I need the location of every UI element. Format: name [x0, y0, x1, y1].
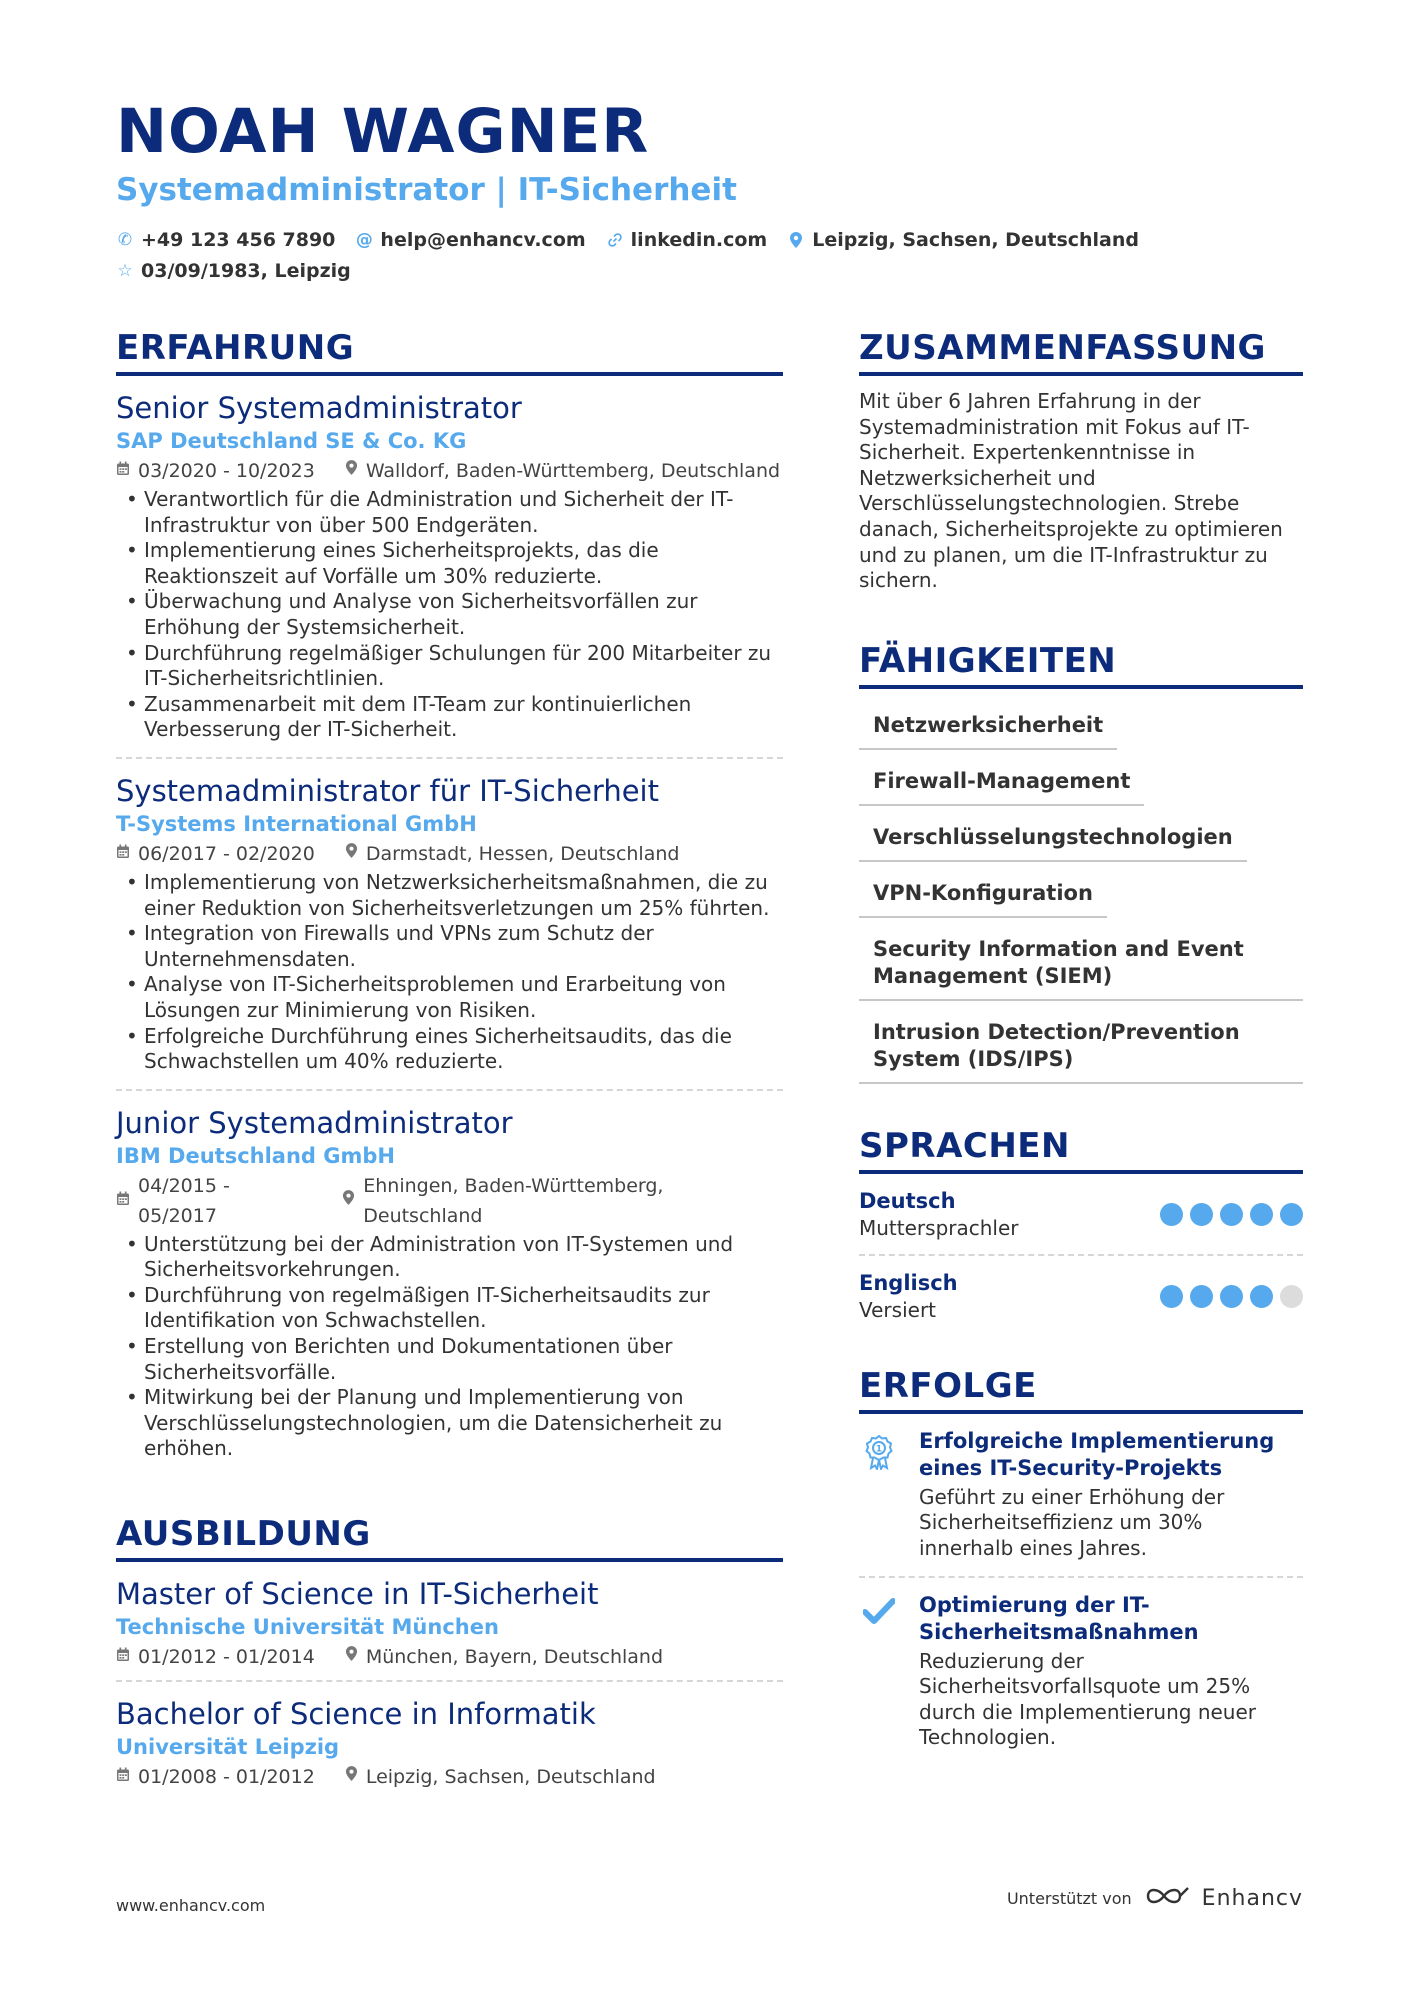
- job-title: Systemadministrator für IT-Sicherheit: [116, 773, 659, 808]
- entry-location-text: Walldorf, Baden-Württemberg, Deutschland: [365, 460, 781, 482]
- experience-list: [116, 376, 783, 1476]
- entry-meta: [116, 1171, 783, 1231]
- bullet-item: • Mitwirkung bei der Planung und Implementierung von Verschlüsselungstechnologien, um die Datensicherheit zu erhöhen.: [116, 1385, 783, 1462]
- education-entry: [116, 1682, 783, 1800]
- bullet-item: • Implementierung von Netzwerksicherheitsmaßnahmen, die zu einer Reduktion von Sicherheitsverletzungen um 25% führten.: [116, 870, 783, 921]
- company-name: T-Systems International GmbH: [116, 811, 477, 836]
- bullet-list: [116, 870, 783, 1075]
- skills-list: [859, 703, 1303, 1084]
- map-pin-icon: [345, 456, 358, 486]
- bullet-item: • Implementierung eines Sicherheitsprojekts, das die Reaktionszeit auf Vorfälle um 30% reduzierte.: [116, 538, 783, 589]
- bullet-item: • Erfolgreiche Durchführung eines Sicherheitsaudits, das die Schwachstellen um 40% reduzierte.: [116, 1024, 783, 1075]
- calendar-icon: [116, 1642, 130, 1672]
- skill-tag: Netzwerksicherheit: [859, 703, 1117, 750]
- contact-info: [116, 229, 1316, 291]
- at-icon: @: [355, 230, 373, 250]
- bullet-item: • Durchführung regelmäßiger Schulungen für 200 Mitarbeiter zu IT-Sicherheitsrichtlinien.: [116, 641, 783, 692]
- education-section-title: AUSBILDUNG: [116, 1514, 783, 1562]
- experience-entry: [116, 376, 783, 759]
- rating-dot: [1280, 1285, 1303, 1308]
- birth: [116, 260, 351, 282]
- bullet-item: • Integration von Firewalls und VPNs zum Schutz der Unternehmensdaten.: [116, 921, 783, 972]
- skill-tag: Verschlüsselungstechnologien: [859, 815, 1247, 862]
- company-name: SAP Deutschland SE & Co. KG: [116, 429, 467, 453]
- bullet-item: • Verantwortlich für die Administration und Sicherheit der IT-Infrastruktur von über 500 Endgeräten.: [116, 487, 783, 538]
- languages-section-title: SPRACHEN: [859, 1126, 1303, 1174]
- left-column: [116, 328, 783, 1800]
- job-title: Senior Systemadministrator: [116, 391, 522, 425]
- skill-item: [859, 759, 1303, 806]
- language-name: Englisch: [859, 1270, 958, 1295]
- achievement-entry: [859, 1578, 1303, 1765]
- achievement-desc: Reduzierung der Sicherheitsvorfallsquote um 25% durch die Implementierung neuer Technologien.: [919, 1648, 1257, 1750]
- company-name: IBM Deutschland GmbH: [116, 1143, 395, 1168]
- proficiency-rating: [1160, 1203, 1303, 1226]
- skill-item: [859, 703, 1303, 750]
- checkmark-icon: [859, 1592, 899, 1751]
- experience-section-title: ERFAHRUNG: [116, 328, 783, 376]
- job-title: Junior Systemadministrator: [116, 1105, 513, 1140]
- entry-dates-text: 04/2015 - 05/2017: [138, 1174, 230, 1227]
- achievement-title: Erfolgreiche Implementierung eines IT-Security-Projekts: [919, 1428, 1275, 1480]
- entry-meta: [116, 839, 783, 869]
- skill-item: [859, 927, 1303, 1001]
- skill-item: [859, 815, 1303, 862]
- entry-dates: [116, 1762, 315, 1792]
- footer-website[interactable]: www.enhancv.com: [116, 1896, 266, 1915]
- link-icon: [606, 232, 624, 248]
- achievements-section-title: ERFOLGE: [859, 1366, 1303, 1414]
- school-name: Technische Universität München: [116, 1615, 499, 1640]
- language-level: Muttersprachler: [859, 1215, 1019, 1240]
- map-pin-icon: [787, 231, 805, 249]
- phone-text: +49 123 456 7890: [141, 229, 336, 251]
- bullet-list: [116, 1232, 783, 1462]
- entry-dates-text: 01/2008 - 01/2012: [138, 1766, 315, 1789]
- entry-meta: [116, 1762, 783, 1792]
- bullet-item: • Überwachung und Analyse von Sicherheitsvorfällen zur Erhöhung der Systemsicherheit.: [116, 589, 783, 640]
- proficiency-rating: [1160, 1285, 1303, 1308]
- language-entry: [859, 1174, 1303, 1256]
- skill-tag: Firewall-Management: [859, 759, 1144, 806]
- bullet-item: • Unterstützung bei der Administration von IT-Systemen und Sicherheitsvorkehrungen.: [116, 1232, 783, 1283]
- entry-dates: [116, 1171, 312, 1231]
- entry-location: [345, 839, 680, 869]
- location: [787, 229, 1139, 251]
- phone-icon: ✆: [117, 230, 133, 250]
- entry-location-text: Ehningen, Baden-Württemberg, Deutschland: [363, 1174, 664, 1227]
- experience-entry: [116, 759, 783, 1091]
- map-pin-icon: [342, 1186, 355, 1216]
- rating-dot: [1220, 1285, 1243, 1308]
- calendar-icon: [116, 839, 130, 869]
- skill-tag: Security Information and Event Management (SIEM): [859, 927, 1303, 1001]
- entry-location: [342, 1171, 783, 1231]
- skill-tag: VPN-Konfiguration: [859, 871, 1107, 918]
- calendar-icon: [116, 456, 130, 486]
- achievement-entry: [859, 1414, 1303, 1578]
- svg-text:1: 1: [875, 1444, 883, 1455]
- map-pin-icon: [345, 1762, 358, 1792]
- skills-section-title: FÄHIGKEITEN: [859, 641, 1303, 689]
- linkedin[interactable]: [606, 229, 768, 251]
- degree-title: Master of Science in IT-Sicherheit: [116, 1577, 599, 1612]
- footer-branding: [1007, 1884, 1303, 1912]
- linkedin-text[interactable]: linkedin.com: [630, 229, 768, 251]
- enhancv-logo-icon: [1144, 1884, 1190, 1912]
- powered-by-text: Unterstützt von: [1006, 1888, 1132, 1908]
- language-name: Deutsch: [859, 1188, 956, 1213]
- calendar-icon: [116, 1762, 130, 1792]
- candidate-name: NOAH WAGNER: [116, 96, 650, 167]
- entry-location: [345, 1642, 663, 1672]
- rating-dot: [1190, 1203, 1213, 1226]
- skill-item: [859, 1010, 1303, 1084]
- education-entry: [116, 1562, 783, 1682]
- headline: Systemadministrator | IT-Sicherheit: [116, 172, 737, 208]
- entry-dates: [116, 839, 315, 869]
- entry-dates: [116, 1642, 315, 1672]
- bullet-list: [116, 487, 783, 743]
- entry-dates-text: 03/2020 - 10/2023: [138, 460, 315, 482]
- email[interactable]: [355, 229, 585, 251]
- school-name: Universität Leipzig: [116, 1735, 340, 1760]
- language-entry: [859, 1256, 1303, 1336]
- summary-text: Mit über 6 Jahren Erfahrung in der Systemadministration mit Fokus auf IT-Sicherheit. Expertenkenntnisse in Netzwerksicherheit und Verschlüsselungstechnologien. Strebe danach, Sicherheitsprojekte zu optimieren und zu planen, um die IT-Infrastruktur zu sichern.: [859, 389, 1283, 593]
- skill-item: [859, 871, 1303, 918]
- bullet-item: • Durchführung von regelmäßigen IT-Sicherheitsaudits zur Identifikation von Schwachstellen.: [116, 1283, 783, 1334]
- bullet-item: • Zusammenarbeit mit dem IT-Team zur kontinuierlichen Verbesserung der IT-Sicherheit.: [116, 692, 783, 743]
- summary-section-title: ZUSAMMENFASSUNG: [859, 328, 1303, 376]
- bullet-item: • Analyse von IT-Sicherheitsproblemen und Erarbeitung von Lösungen zur Minimierung von Risiken.: [116, 972, 783, 1023]
- skill-tag: Intrusion Detection/Prevention System (IDS/IPS): [859, 1010, 1303, 1084]
- right-column: [859, 328, 1303, 1765]
- birth-text: 03/09/1983, Leipzig: [141, 260, 351, 282]
- achievements-list: [859, 1414, 1303, 1765]
- award-icon: [859, 1428, 899, 1562]
- entry-dates-text: 01/2012 - 01/2014: [138, 1646, 315, 1669]
- rating-dot: [1160, 1285, 1183, 1308]
- rating-dot: [1280, 1203, 1303, 1226]
- languages-list: [859, 1174, 1303, 1336]
- star-icon: ☆: [117, 261, 133, 281]
- bullet-item: • Erstellung von Berichten und Dokumentationen über Sicherheitsvorfälle.: [116, 1334, 783, 1385]
- entry-dates: [116, 456, 315, 486]
- location-text: Leipzig, Sachsen, Deutschland: [812, 229, 1140, 251]
- entry-dates-text: 06/2017 - 02/2020: [138, 842, 315, 865]
- rating-dot: [1160, 1203, 1183, 1226]
- rating-dot: [1220, 1203, 1243, 1226]
- entry-location-text: Leipzig, Sachsen, Deutschland: [365, 1766, 656, 1789]
- achievement-body: [919, 1592, 1303, 1751]
- entry-location: [345, 456, 780, 486]
- experience-entry: [116, 1091, 783, 1476]
- entry-location-text: München, Bayern, Deutschland: [365, 1646, 664, 1669]
- entry-location: [345, 1762, 656, 1792]
- calendar-icon: [116, 1186, 130, 1216]
- language-level: Versiert: [859, 1297, 937, 1322]
- degree-title: Bachelor of Science in Informatik: [116, 1697, 596, 1732]
- entry-location-text: Darmstadt, Hessen, Deutschland: [365, 842, 680, 865]
- map-pin-icon: [345, 1642, 358, 1672]
- entry-meta: [116, 456, 783, 486]
- entry-meta: [116, 1642, 783, 1672]
- phone: [116, 229, 335, 251]
- education-list: [116, 1562, 783, 1800]
- achievement-body: [919, 1428, 1303, 1562]
- rating-dot: [1250, 1285, 1273, 1308]
- achievement-title: Optimierung der IT-Sicherheitsmaßnahmen: [919, 1592, 1199, 1644]
- language-info: [859, 1187, 1019, 1242]
- language-info: [859, 1269, 958, 1324]
- rating-dot: [1250, 1203, 1273, 1226]
- rating-dot: [1190, 1285, 1213, 1308]
- brand-name: Enhancv: [1201, 1885, 1303, 1911]
- email-text[interactable]: help@enhancv.com: [380, 229, 586, 251]
- achievement-desc: Geführt zu einer Erhöhung der Sicherheitseffizienz um 30% innerhalb eines Jahres.: [919, 1484, 1225, 1560]
- map-pin-icon: [345, 839, 358, 869]
